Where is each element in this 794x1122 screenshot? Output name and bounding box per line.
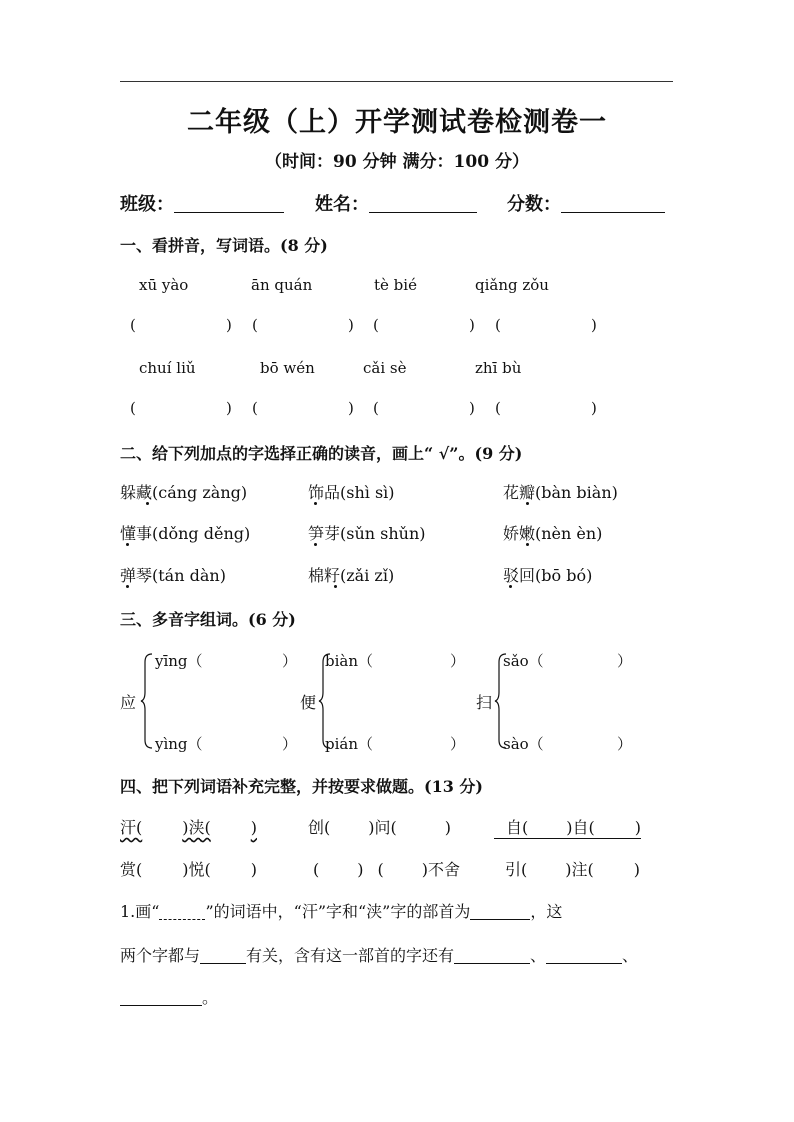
reading-item: 躲藏(cáng zàng) bbox=[120, 483, 248, 502]
paren-open: ( bbox=[373, 399, 379, 417]
pinyin: tè bié bbox=[374, 276, 417, 294]
paren-open: ( bbox=[373, 316, 379, 334]
top-rule bbox=[120, 81, 673, 82]
paren-close: ） bbox=[282, 735, 298, 753]
question-1-line3: 。 bbox=[120, 985, 218, 1008]
reading-item: 娇嫩(nèn èn) bbox=[503, 524, 603, 543]
paren-close: ） bbox=[282, 652, 298, 670]
score-blank[interactable] bbox=[561, 194, 665, 213]
polyphone-char: 扫 bbox=[476, 693, 493, 712]
reading-item: 笋芽(sǔn shǔn) bbox=[308, 524, 426, 543]
pinyin: ān quán bbox=[251, 276, 313, 294]
question-1-line1: 1.画“ ”的词语中，“汗”字和“浃”字的部首为 ，这 bbox=[120, 902, 563, 921]
pinyin: chuí liǔ bbox=[139, 359, 196, 377]
reading-item: 饰品(shì sì) bbox=[308, 483, 395, 502]
pinyin: bō wén bbox=[260, 359, 315, 377]
pinyin: zhī bù bbox=[475, 359, 522, 377]
polyphone-reading: biàn（ bbox=[325, 652, 374, 670]
emphasis-dot bbox=[526, 543, 529, 546]
class-field bbox=[120, 190, 284, 216]
emphasis-dot bbox=[314, 502, 317, 505]
pinyin: cǎi sè bbox=[363, 359, 407, 377]
brace-icon bbox=[140, 652, 154, 750]
reading-item: 驳回(bō bó) bbox=[503, 566, 593, 585]
class-label: 班级： bbox=[120, 194, 174, 215]
emphasis-dot bbox=[334, 585, 337, 588]
wavy-line-blank[interactable] bbox=[159, 901, 205, 920]
polyphone-reading: pián（ bbox=[325, 735, 374, 753]
polyphone-reading: yīng（ bbox=[155, 652, 203, 670]
paren-close: ） bbox=[617, 652, 633, 670]
polyphone-reading: sào（ bbox=[503, 735, 544, 753]
score-field bbox=[507, 190, 665, 216]
idiom-shangyue: 赏( )悦( ) bbox=[120, 860, 257, 879]
example-blank-1[interactable] bbox=[454, 945, 530, 964]
emphasis-dot bbox=[509, 585, 512, 588]
idiom-yinzhu: 引( )注( ) bbox=[505, 860, 640, 879]
section3-heading: 三、多音字组词。(6 分) bbox=[120, 610, 296, 629]
idiom-hanjia: 汗( )浃( ) bbox=[120, 818, 257, 837]
reading-item: 弹琴(tán dàn) bbox=[120, 566, 226, 585]
emphasis-dot bbox=[126, 543, 129, 546]
section4-heading: 四、把下列词语补充完整，并按要求做题。(13 分) bbox=[120, 777, 483, 796]
paren-close: ) bbox=[348, 399, 354, 417]
paren-open: ( bbox=[495, 316, 501, 334]
emphasis-dot bbox=[526, 502, 529, 505]
class-blank[interactable] bbox=[174, 194, 284, 213]
section1-heading: 一、看拼音，写词语。(8 分) bbox=[120, 236, 328, 255]
pinyin: xū yào bbox=[139, 276, 189, 294]
relation-blank[interactable] bbox=[200, 945, 246, 964]
reading-item: 棉籽(zǎi zǐ) bbox=[308, 566, 395, 585]
section2-heading: 二、给下列加点的字选择正确的读音，画上“ √”。(9 分) bbox=[120, 444, 523, 463]
radical-blank[interactable] bbox=[470, 901, 530, 920]
example-blank-2[interactable] bbox=[546, 945, 622, 964]
paren-close: ) bbox=[469, 316, 475, 334]
paren-close: ) bbox=[348, 316, 354, 334]
paren-open: ( bbox=[130, 316, 136, 334]
paren-close: ) bbox=[226, 316, 232, 334]
paren-close: ) bbox=[591, 316, 597, 334]
exam-subtitle: （时间：90 分钟 满分：100 分） bbox=[265, 152, 529, 172]
paren-close: ） bbox=[617, 735, 633, 753]
idiom-bushe: ( ) ( )不舍 bbox=[313, 860, 460, 879]
polyphone-reading: yìng（ bbox=[155, 735, 203, 753]
page-title: 二年级（上）开学测试卷检测卷一 bbox=[187, 107, 607, 138]
paren-open: ( bbox=[252, 316, 258, 334]
reading-item: 懂事(dǒng děng) bbox=[120, 524, 251, 543]
emphasis-dot bbox=[314, 543, 317, 546]
paren-open: ( bbox=[130, 399, 136, 417]
polyphone-reading: sǎo（ bbox=[503, 652, 544, 670]
polyphone-char: 应 bbox=[120, 693, 137, 712]
paren-close: ) bbox=[226, 399, 232, 417]
question-1-line2: 两个字都与 有关，含有这一部首的字还有 、 、 bbox=[120, 946, 639, 965]
word-chuangwen: 创( )问( ) bbox=[308, 818, 451, 837]
reading-item: 花瓣(bàn biàn) bbox=[503, 483, 618, 502]
name-blank[interactable] bbox=[369, 194, 477, 213]
polyphone-char: 便 bbox=[300, 693, 317, 712]
paren-close: ) bbox=[591, 399, 597, 417]
name-field bbox=[315, 190, 477, 216]
score-label: 分数： bbox=[507, 194, 561, 215]
paren-open: ( bbox=[495, 399, 501, 417]
emphasis-dot bbox=[126, 585, 129, 588]
paren-open: ( bbox=[252, 399, 258, 417]
idiom-ziziz: 自( )自( ) bbox=[494, 815, 641, 839]
pinyin: qiǎng zǒu bbox=[475, 276, 549, 294]
name-label: 姓名： bbox=[315, 194, 369, 215]
paren-close: ) bbox=[469, 399, 475, 417]
paren-close: ） bbox=[450, 735, 466, 753]
paren-close: ） bbox=[450, 652, 466, 670]
example-blank-3[interactable] bbox=[120, 987, 202, 1006]
emphasis-dot bbox=[146, 502, 149, 505]
